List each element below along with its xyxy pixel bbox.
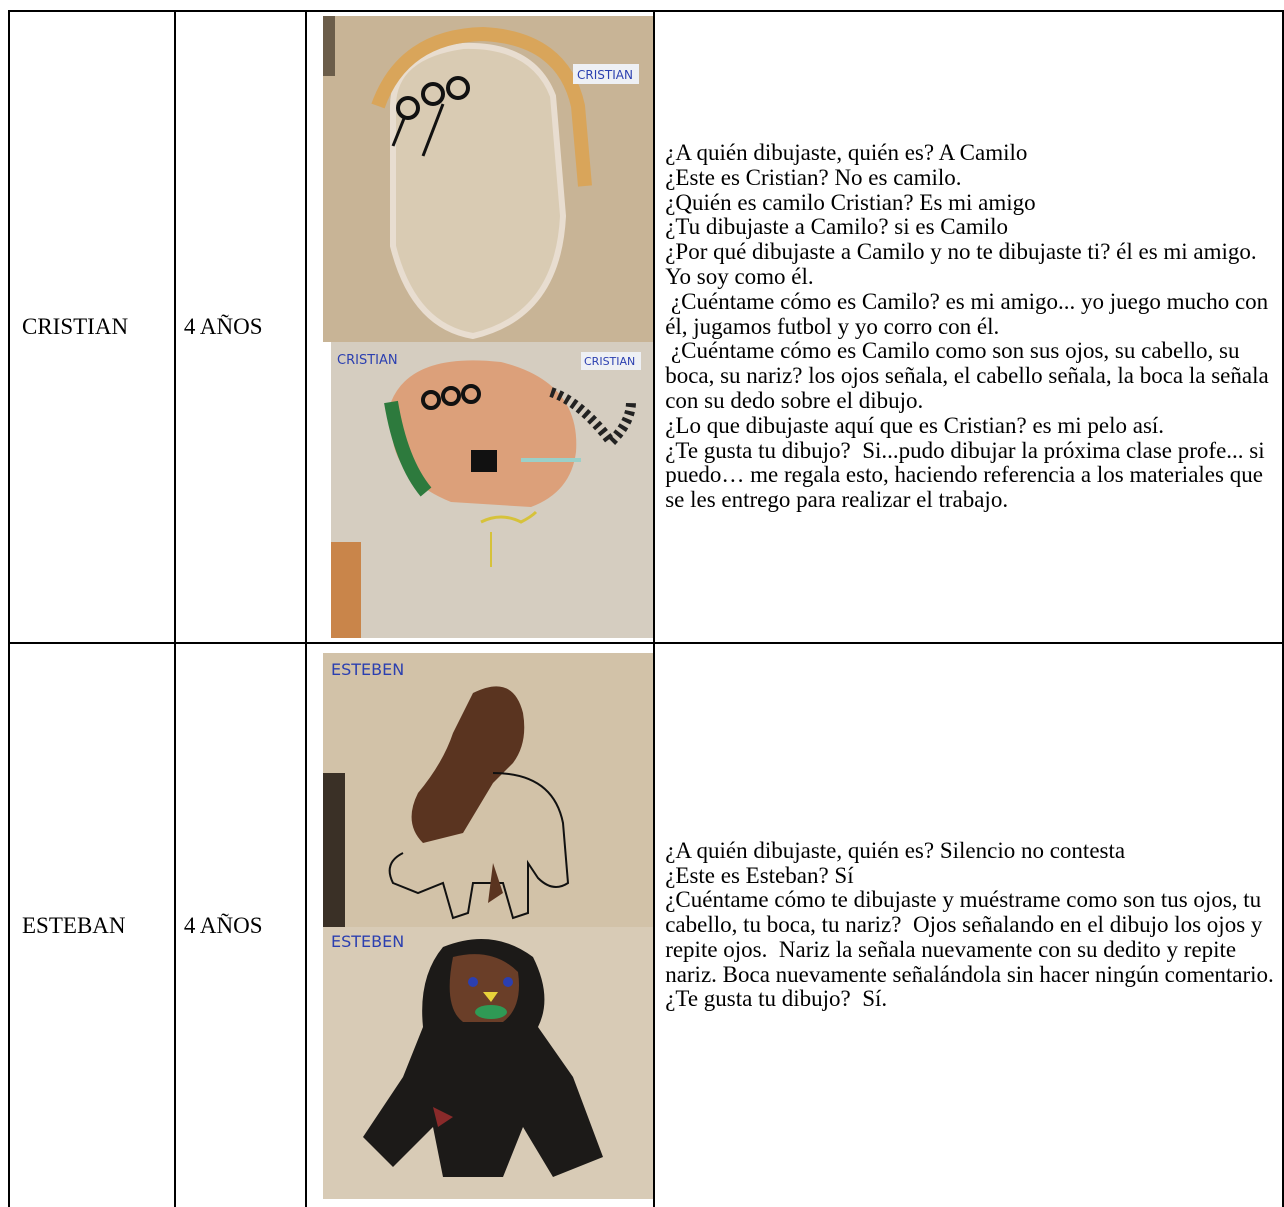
dialogue-line: ¿Por qué dibujaste a Camilo y no te dibujaste ti? él es mi amigo. Yo soy como él. (665, 239, 1268, 289)
dialogue-line: ¿Te gusta tu dibujo? Sí. (665, 986, 888, 1012)
child-name: CRISTIAN (9, 11, 175, 643)
drawing-photos-cell (306, 643, 654, 1207)
child-age: 4 AÑOS (175, 11, 306, 643)
drawing-photo (331, 342, 653, 638)
photo-label: CRISTIAN (577, 68, 634, 82)
drawing-photo (323, 927, 653, 1199)
photo-label: CRISTIAN (337, 353, 398, 368)
drawing-photo (323, 16, 653, 342)
dialogue-cell (654, 11, 1283, 643)
child-age: 4 AÑOS (175, 643, 306, 1207)
dialogue-line: ¿Quién es camilo Cristian? Es mi amigo (665, 189, 1036, 215)
dialogue-line: ¿A quién dibujaste, quién es? A Camilo (665, 140, 1028, 166)
dialogue-line: ¿Te gusta tu dibujo? Si...pudo dibujar la próxima clase profe... si puedo… me regala esto, haciendo referencia a los materiales que se les entrego para realizar el trabajo. (665, 437, 1271, 513)
table-row (9, 11, 1283, 643)
table-row (9, 643, 1283, 1207)
photo-label: ESTEBEN (331, 931, 405, 951)
dialogue-line: ¿A quién dibujaste, quién es? Silencio no contesta (665, 837, 1126, 863)
dialogue-line: ¿Tu dibujaste a Camilo? si es Camilo (665, 214, 1009, 240)
dialogue-line: ¿Cuéntame cómo te dibujaste y muéstrame como son tus ojos, tu cabello, tu boca, tu nariz? Ojos señalando en el dibujo los ojos y repite ojos. Nariz la señala nuevamente con su dedito y repite nariz. Boca nuevamente señalándola sin hacer ningún comentario. (665, 887, 1274, 987)
dialogue-line: ¿Este es Esteban? Sí (665, 862, 854, 888)
photo-label: CRISTIAN (584, 355, 636, 368)
interview-table (8, 10, 1284, 1207)
dialogue-line: ¿Este es Cristian? No es camilo. (665, 164, 962, 190)
drawing-photo (323, 653, 653, 927)
photo-label: ESTEBEN (331, 659, 405, 679)
child-name: ESTEBAN (9, 643, 175, 1207)
drawing-photos-cell (306, 11, 654, 643)
dialogue-cell (654, 643, 1283, 1207)
dialogue-line: ¿Lo que dibujaste aquí que es Cristian? es mi pelo así. (665, 412, 1165, 438)
dialogue-line: ¿Cuéntame cómo es Camilo como son sus ojos, su cabello, su boca, su nariz? los ojos señala, el cabello señala, la boca la señala con su dedo sobre el dibujo. (665, 338, 1275, 413)
dialogue-line: ¿Cuéntame cómo es Camilo? es mi amigo... yo juego mucho con él, jugamos futbol y yo corro con él. (665, 288, 1274, 339)
